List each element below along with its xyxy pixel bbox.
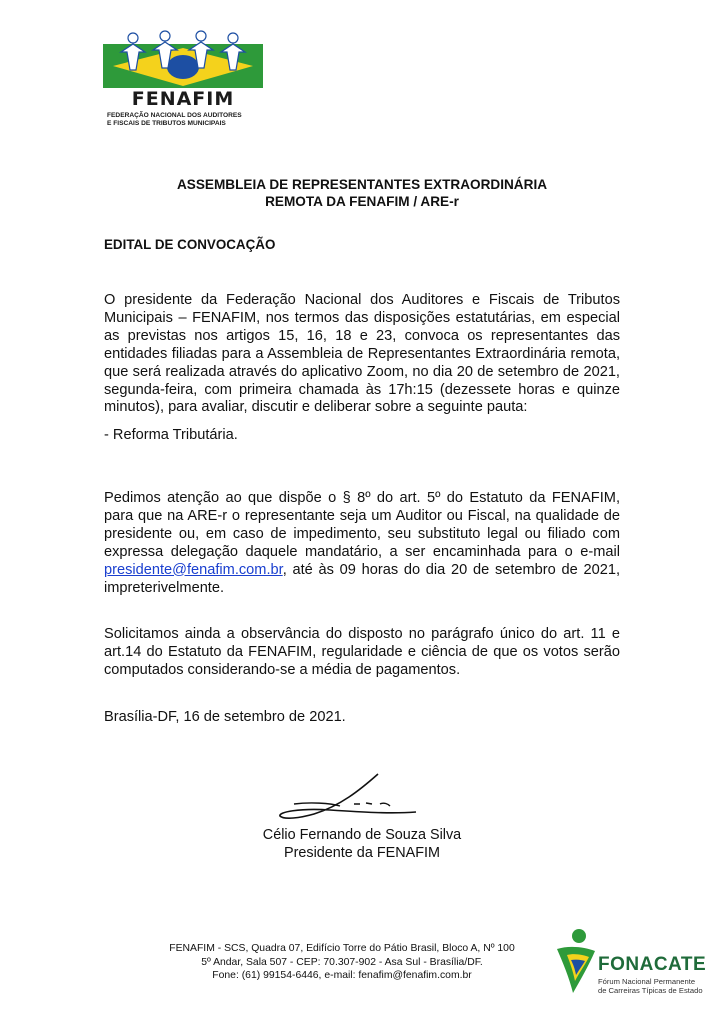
footer-address bbox=[150, 942, 534, 983]
title-line2: REMOTA DA FENAFIM / ARE-r bbox=[265, 194, 459, 209]
paragraph-representation bbox=[104, 490, 620, 597]
section-heading: EDITAL DE CONVOCAÇÃO bbox=[104, 237, 276, 252]
logo-subtitle-line1: FEDERAÇÃO NACIONAL DOS AUDITORES bbox=[107, 112, 242, 119]
agenda-item: - Reforma Tributária. bbox=[104, 427, 238, 443]
logo-subtitle-line2: E FISCAIS DE TRIBUTOS MUNICIPAIS bbox=[107, 120, 226, 127]
fenafim-logo bbox=[103, 30, 263, 130]
fonacate-subtitle-line2: de Carreiras Típicas de Estado bbox=[598, 986, 703, 995]
paragraph-representation-end: , até às 09 horas do dia 20 de setembro de 2021, impreterivelmente. bbox=[104, 561, 620, 596]
email-link[interactable]: presidente@fenafim.com.br bbox=[104, 561, 283, 578]
title-line1: ASSEMBLEIA DE REPRESENTANTES EXTRAORDINÁRIA bbox=[176, 177, 548, 192]
paragraph-convocation: O presidente da Federação Nacional dos Auditores e Fiscais de Tributos Municipais – FENAFIM, nos termos das disposições estatutárias, em especial as previstas nos artigos 15, 16, 18 e 23, convoca os representantes das entidades filiadas para a Assembleia de Representantes Extraordinária remota, que será realizada através do aplicativo Zoom, no dia 20 de setembro de 2021, segunda-feira, com primeira chamada às 17h:15 (dezessete horas e quinze minutos), para avaliar, discutir e deliberar sobre a seguinte pauta: bbox=[104, 292, 620, 416]
signer-block bbox=[0, 826, 724, 862]
document-title bbox=[0, 176, 724, 210]
footer-line2: 5º Andar, Sala 507 - CEP: 70.307-902 - Asa Sul - Brasília/DF. bbox=[201, 956, 483, 968]
logo-subtitle bbox=[107, 112, 263, 128]
fonacate-logo bbox=[555, 927, 715, 997]
fonacate-subtitle bbox=[598, 977, 703, 995]
document-date: Brasília-DF, 16 de setembro de 2021. bbox=[104, 709, 346, 725]
logo-name: FENAFIM bbox=[131, 88, 235, 110]
fonacate-name: FONACATE bbox=[598, 954, 707, 975]
paragraph-representation-text: Pedimos atenção ao que dispõe o § 8º do art. 5º do Estatuto da FENAFIM, para que na ARE-r o representante seja um Auditor ou Fiscal, na qualidade de presidente ou, em caso de impedimento, seu substituto legal ou filiado com expressa delegação daquele mandatário, a ser encaminhada para o e-mail bbox=[104, 490, 620, 560]
fonacate-emblem-icon bbox=[555, 927, 599, 997]
footer-line3: Fone: (61) 99154-6446, e-mail: fenafim@fenafim.com.br bbox=[212, 970, 472, 982]
signer-role: Presidente da FENAFIM bbox=[284, 845, 440, 861]
fonacate-subtitle-line1: Fórum Nacional Permanente bbox=[598, 977, 696, 986]
footer-line1: FENAFIM - SCS, Quadra 07, Edifício Torre do Pátio Brasil, Bloco A, Nº 100 bbox=[169, 943, 515, 954]
paragraph-observance: Solicitamos ainda a observância do disposto no parágrafo único do art. 11 e art.14 do Estatuto da FENAFIM, regularidade e ciência de que os votos serão computados considerando-se a média de pagamentos. bbox=[104, 626, 620, 678]
logo-emblem bbox=[103, 30, 263, 90]
signer-name: Célio Fernando de Souza Silva bbox=[262, 827, 462, 843]
